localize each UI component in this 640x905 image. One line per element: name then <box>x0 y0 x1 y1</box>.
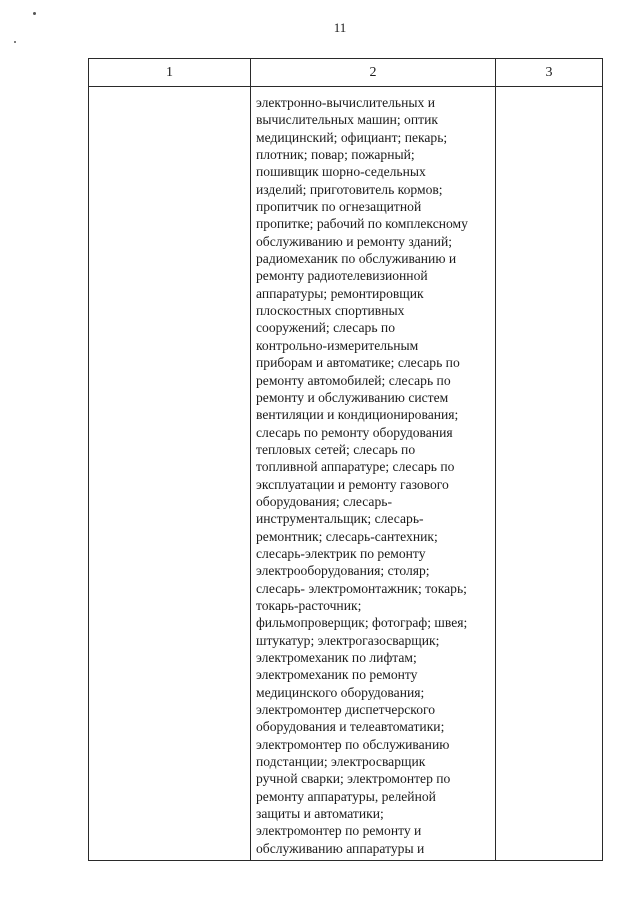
table-header-row <box>89 59 603 87</box>
document-table <box>88 58 603 861</box>
table-cell-col3 <box>496 87 603 861</box>
table-row <box>89 87 603 861</box>
column-header-2: 2 <box>251 59 496 87</box>
page-number: 11 <box>333 20 347 35</box>
column-header-3: 3 <box>496 59 603 87</box>
table-cell-col2 <box>251 87 496 861</box>
table-cell-col1 <box>89 87 251 861</box>
occupations-list-text: электронно-вычислительных и вычислительных машин; оптик медицинский; официант; пекарь; плотник; повар; пожарный; пошивщик шорно-седельных изделий; приготовитель кормов; пропитчик по огнезащитной пропитке; рабочий по комплексному обслуживанию и ремонту зданий; радиомеханик по обслуживанию и ремонту радиотелевизионной аппаратуры; ремонтировщик плоскостных спортивных сооружений; слесарь по контрольно-измерительным приборам и автоматике; слесарь по ремонту автомобилей; слесарь по ремонту и обслуживанию систем вентиляции и кондиционирования; слесарь по ремонту оборудования тепловых сетей; слесарь по топливной аппаратуре; слесарь по эксплуатации и ремонту газового оборудования; слесарь- инструментальщик; слесарь- ремонтник; слесарь-сантехник; слесарь-электрик по ремонту электрооборудования; столяр; слесарь- электромонтажник; токарь; токарь-расточник; фильмопроверщик; фотограф; швея; штукатур; электрогазосварщик; электромеханик по лифтам; электромеханик по ремонту медицинского оборудования; электромонтер диспетчерского оборудования и телеавтоматики; электромонтер по обслуживанию подстанции; электросварщик ручной сварки; электромонтер по ремонту аппаратуры, релейной защиты и автоматики; электромонтер по ремонту и обслуживанию аппаратуры и <box>256 95 468 856</box>
scan-speck <box>33 12 36 15</box>
scan-speck <box>14 41 16 43</box>
column-header-1: 1 <box>89 59 251 87</box>
